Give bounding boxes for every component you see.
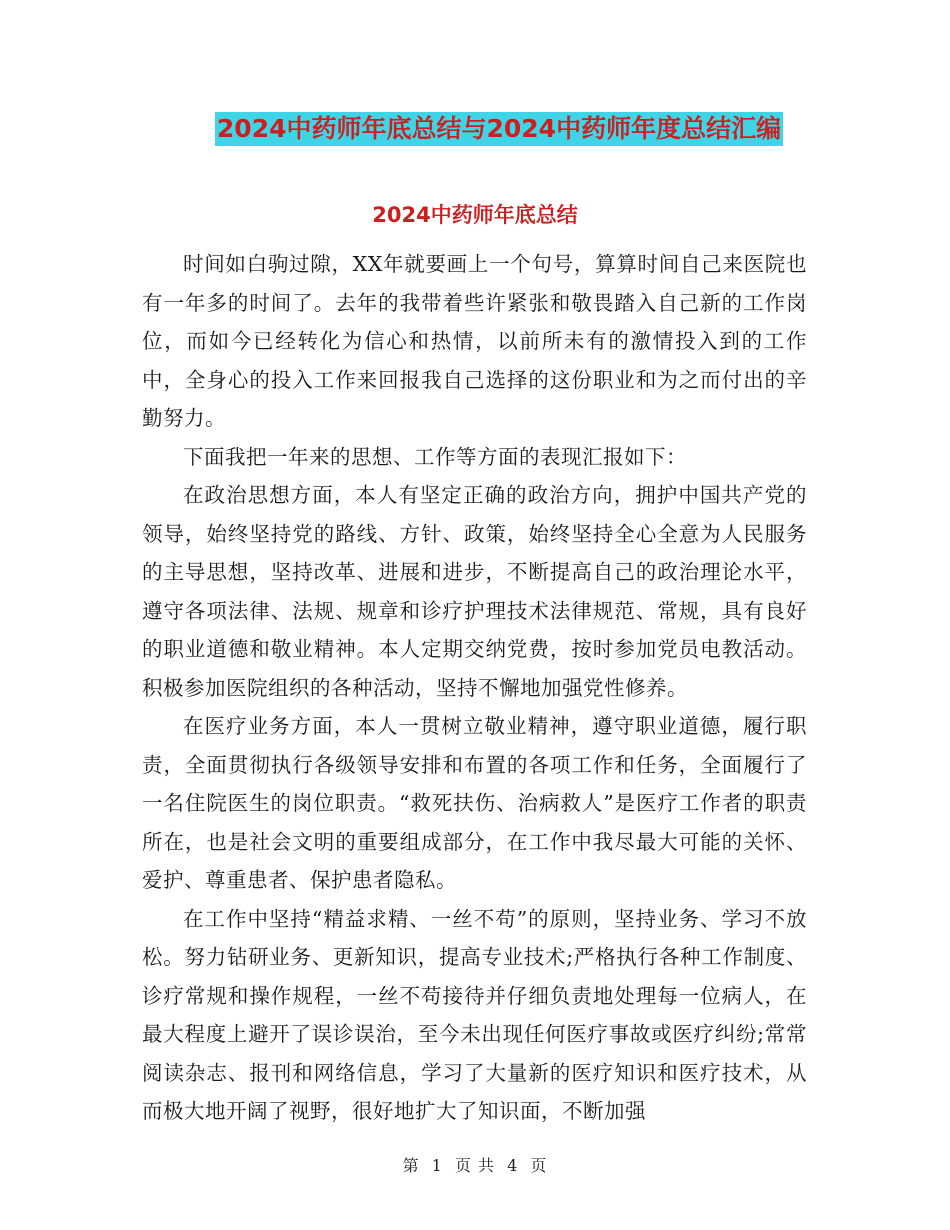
page-footer — [0, 1153, 950, 1176]
paragraph: 在政治思想方面，本人有坚定正确的政治方向，拥护中国共产党的领导，始终坚持党的路线、方针、政策，始终坚持全心全意为人民服务的主导思想，坚持改革、进展和进步，不断提高自己的政治理论水平，遵守各项法律、法规、规章和诊疗护理技术法律规范、常规，具有良好的职业道德和敬业精神。本人定期交纳党费，按时参加党员电教活动。积极参加医院组织的各种活动，坚持不懈地加强党性修养。 — [142, 483, 807, 700]
paragraph: 下面我把一年来的思想、工作等方面的表现汇报如下： — [183, 444, 687, 469]
document-title-container — [0, 112, 950, 146]
footer-prefix: 第 — [402, 1156, 420, 1175]
section-title: 2024中药师年底总结 — [372, 203, 578, 227]
footer-suffix: 页 — [530, 1156, 548, 1175]
paragraph: 在医疗业务方面，本人一贯树立敬业精神，遵守职业道德，履行职责，全面贯彻执行各级领导安排和布置的各项工作和任务，全面履行了一名住院医生的岗位职责。“救死扶伤、治病救人”是医疗工作者的职责所在，也是社会文明的重要组成部分，在工作中我尽最大可能的关怀、爱护、尊重患者、保护患者隐私。 — [142, 714, 807, 892]
paragraph: 时间如白驹过隙，XX年就要画上一个句号，算算时间自己来医院也有一年多的时间了。去年的我带着些许紧张和敬畏踏入自己新的工作岗位，而如今已经转化为信心和热情，以前所未有的激情投入到的工作中，全身心的投入工作来回报我自己选择的这份职业和为之而付出的辛勤努力。 — [142, 252, 807, 430]
footer-page-number: 1 — [431, 1156, 443, 1175]
footer-middle: 页 共 — [454, 1156, 496, 1175]
paragraph: 在工作中坚持“精益求精、一丝不苟”的原则，坚持业务、学习不放松。努力钻研业务、更新知识，提高专业技术;严格执行各种工作制度、诊疗常规和操作规程，一丝不苟接待并仔细负责地处理每一位病人，在最大程度上避开了误诊误治，至今未出现任何医疗事故或医疗纠纷;常常阅读杂志、报刊和网络信息，学习了大量新的医疗知识和医疗技术，从而极大地开阔了视野，很好地扩大了知识面，不断加强 — [142, 906, 807, 1123]
footer-total-pages: 4 — [507, 1156, 519, 1175]
document-body — [142, 245, 807, 1131]
document-title: 2024中药师年底总结与2024中药师年度总结汇编 — [215, 112, 783, 146]
